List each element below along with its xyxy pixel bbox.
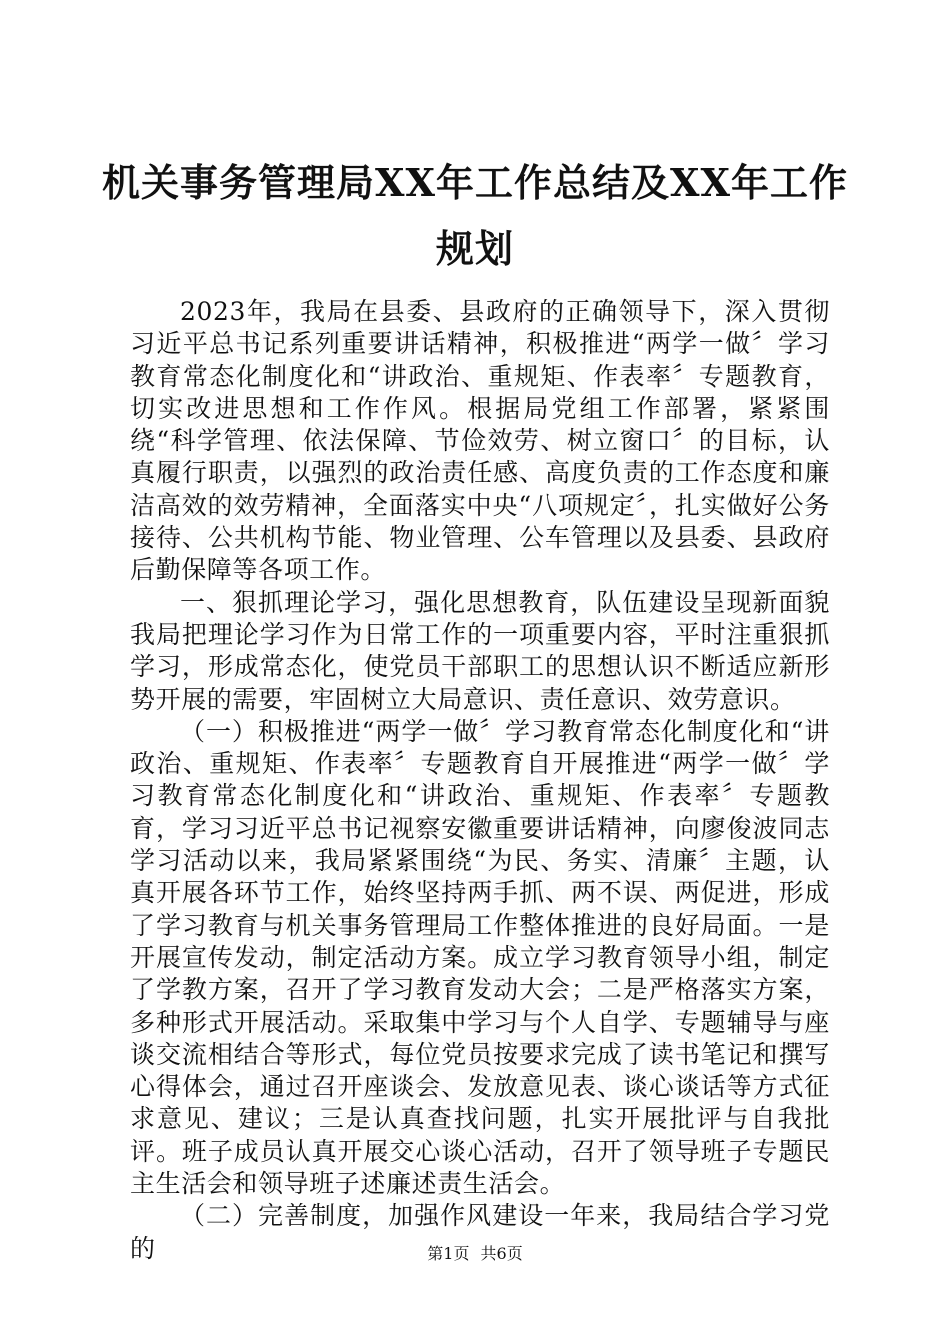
paragraph-section-1: 一、狠抓理论学习，强化思想教育，队伍建设呈现新面貌我局把理论学习作为日常工作的一项重要内容，平时注重狠抓学习，形成常态化，使党员干部职工的思想认识不断适应新形势开展的需要，牢固树立大局意识、责任意识、效劳意识。 — [130, 587, 830, 714]
paragraph-subsection-1: （一）积极推进“两学一做〞学习教育常态化制度化和“讲政治、重规矩、作表率〞专题教育自开展推进“两学一做〞学习教育常态化制度化和“讲政治、重规矩、作表率〞专题教育，学习习近平总书记视察安徽重要讲话精神，向廖俊波同志学习活动以来，我局紧紧围绕“为民、务实、清廉〞主题，认真开展各环节工作，始终坚持两手抓、两不误、两促进，形成了学习教育与机关事务管理局工作整体推进的良好局面。一是开展宣传发动，制定活动方案。成立学习教育领导小组，制定了学教方案，召开了学习教育发动大会；二是严格落实方案，多种形式开展活动。采取集中学习与个人自学、专题辅导与座谈交流相结合等形式，每位党员按要求完成了读书笔记和撰写心得体会，通过召开座谈会、发放意见表、谈心谈话等方式征求意见、建议；三是认真查找问题，扎实开展批评与自我批评。班子成员认真开展交心谈心活动，召开了领导班子专题民主生活会和领导班子述廉述责生活会。 — [130, 716, 830, 1199]
page-number: 第1页 — [427, 1244, 470, 1263]
paragraph-subsection-2: （二）完善制度，加强作风建设一年来，我局结合学习党的 — [130, 1201, 830, 1263]
document-title: 机关事务管理局XX年工作总结及XX年工作规划 — [102, 160, 848, 271]
page-footer — [0, 1242, 950, 1266]
page-total: 共6页 — [480, 1244, 523, 1263]
paragraph-intro: 2023年，我局在县委、县政府的正确领导下，深入贯彻习近平总书记系列重要讲话精神，积极推进“两学一做〞学习教育常态化制度化和“讲政治、重规矩、作表率〞专题教育，切实改进思想和工作作风。根据局党组工作部署，紧紧围绕“科学管理、依法保障、节俭效劳、树立窗口〞的目标，认真履行职责，以强烈的政治责任感、高度负责的工作态度和廉洁高效的效劳精神，全面落实中央“八项规定〞，扎实做好公务接待、公共机构节能、物业管理、公车管理以及县委、县政府后勤保障等各项工作。 — [130, 297, 830, 585]
document-body — [130, 296, 830, 1265]
